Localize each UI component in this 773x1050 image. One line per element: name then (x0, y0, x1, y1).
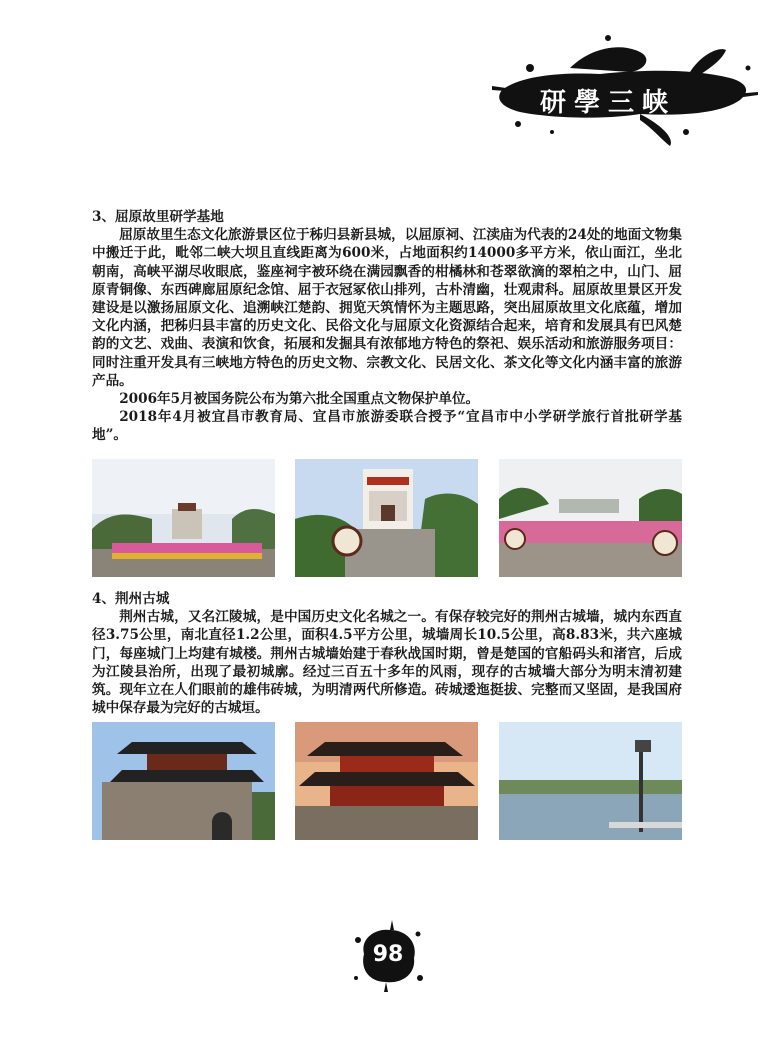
photo-row-jingzhou (92, 722, 682, 840)
page-number: 98 (372, 942, 404, 967)
photo-row-quyuan (92, 459, 682, 577)
section-quyuan (92, 208, 682, 445)
photo-quyuan-square (499, 459, 682, 577)
photo-quyuan-ceremony (92, 459, 275, 577)
section-jingzhou (92, 590, 682, 717)
paragraph: 2006年5月被国务院公布为第六批全国重点文物保护单位。 (119, 391, 480, 408)
section-heading: 4、荆州古城 (92, 591, 170, 607)
paragraph: 荆州古城，又名江陵城，是中国历史文化名城之一。有保存较完好的荆州古城墙，城内东西直径3.75公里，南北直径1.2公里，面积4.5平方公里，城墙周长10.5公里，高8.83米，共六座城门，每座城门上均建有城楼。荆州古城墙始建于春秋战国时期，曾是楚国的官船码头和渚宫，后成为江陵县治所，出现了最初城廓。经过三百五十多年的风雨，现存的古城墙大部分为明末清初建筑。现年立在人们眼前的雄伟砖城，为明清两代所修造。砖城逶迤挺拔、完整而又坚固，是我国府城中保存最为完好的古城垣。 (92, 609, 682, 717)
photo-jingzhou-gate-tower (92, 722, 275, 840)
page-number-badge (350, 920, 426, 992)
photo-quyuan-gate (295, 459, 478, 577)
paragraph: 2018年4月被宜昌市教育局、宜昌市旅游委联合授予“宜昌市中小学研学旅行首批研学基地”。 (92, 409, 682, 444)
photo-jingzhou-tower-sunset (295, 722, 478, 840)
paragraph: 屈原故里生态文化旅游景区位于秭归县新县城，以屈原祠、江渎庙为代表的24处的地面文物集中搬迁于此，毗邻二峡大坝且直线距离为600米，占地面积约14000多平方米，依山面江，坐北朝南，高峡平湖尽收眼底，鉴座祠宇被环绕在满园飘香的柑橘林和苍翠欲滴的翠柏之中，山门、屈原青铜像、东西碑廊屈原纪念馆、屈于衣冠冢依山排列，古朴清幽，壮观肃科。屈原故里景区开发建设是以激扬屈原文化、追溯峡江楚韵、拥览天筑情怀为主题思路，突出屈原故里文化底蕴，增加文化内涵，把秭归县丰富的历史文化、民俗文化与屈原文化资源结合起来，培育和发展具有巴风楚韵的文艺、戏曲、表演和饮食，拓展和发掘具有浓郁地方特色的祭祀、娱乐活动和旅游服务项目：同时注重开发具有三峡地方特色的历史文物、宗教文化、民居文化、茶文化等文化内涵丰富的旅游产品。 (92, 227, 682, 389)
photo-jingzhou-moat (499, 722, 682, 840)
header-title: 研學三峡 (540, 88, 677, 118)
section-heading: 3、屈原故里研学基地 (92, 209, 224, 225)
